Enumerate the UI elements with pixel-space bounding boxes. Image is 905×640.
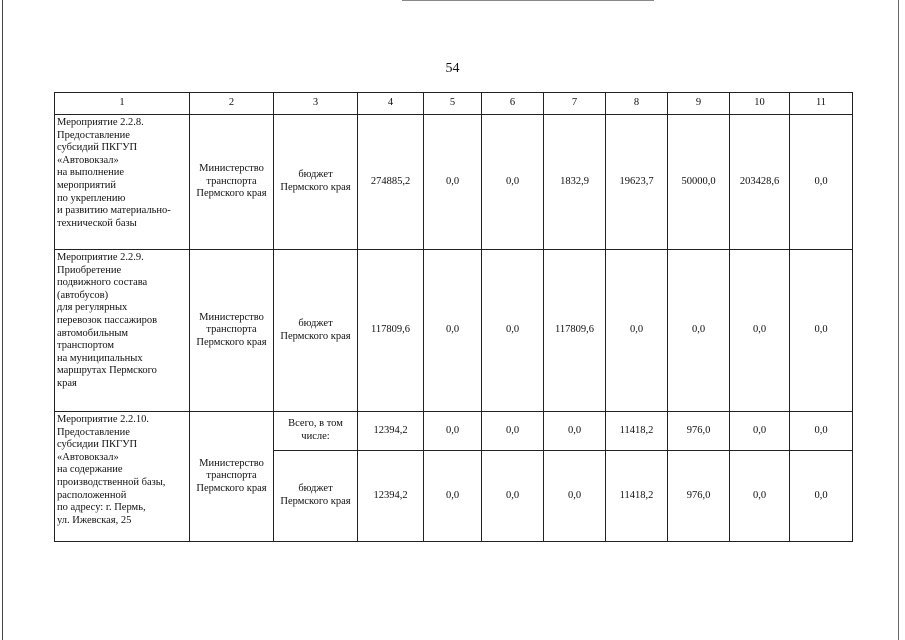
value-cell: 0,0	[790, 250, 853, 412]
column-header: 6	[482, 93, 544, 115]
column-header: 7	[544, 93, 606, 115]
value-cell: 0,0	[424, 412, 482, 451]
executor-cell: Министерство транспорта Пермского края	[190, 250, 274, 412]
column-header: 3	[274, 93, 358, 115]
measure-name: Мероприятие 2.2.10. Предоставление субсидии ПКГУП «Автовокзал» на содержание производственной базы, расположенной по адресу: г. Пермь, ул. Ижевская, 25	[55, 412, 190, 542]
value-cell: 11418,2	[606, 412, 668, 451]
value-cell: 976,0	[668, 412, 730, 451]
value-cell: 0,0	[668, 250, 730, 412]
column-header: 11	[790, 93, 853, 115]
column-header: 10	[730, 93, 790, 115]
value-cell: 0,0	[482, 412, 544, 451]
value-cell: 0,0	[730, 250, 790, 412]
column-header: 5	[424, 93, 482, 115]
value-cell: 19623,7	[606, 115, 668, 250]
value-cell: 976,0	[668, 451, 730, 542]
value-cell: 0,0	[482, 250, 544, 412]
table-row	[55, 412, 853, 451]
funding-source-cell: бюджет Пермского края	[274, 250, 358, 412]
value-cell: 0,0	[424, 451, 482, 542]
value-cell: 0,0	[424, 115, 482, 250]
header-row	[55, 93, 853, 115]
column-header: 4	[358, 93, 424, 115]
funding-source-cell: бюджет Пермского края	[274, 451, 358, 542]
value-cell: 0,0	[730, 412, 790, 451]
column-header: 2	[190, 93, 274, 115]
value-cell: 0,0	[544, 412, 606, 451]
measure-name: Мероприятие 2.2.8. Предоставление субсидий ПКГУП «Автовокзал» на выполнение мероприятий по укреплению и развитию материально- технической базы	[55, 115, 190, 250]
value-cell: 0,0	[790, 115, 853, 250]
column-header: 1	[55, 93, 190, 115]
value-cell: 1832,9	[544, 115, 606, 250]
funding-source-cell: Всего, в том числе:	[274, 412, 358, 451]
value-cell: 0,0	[606, 250, 668, 412]
funding-source-cell: бюджет Пермского края	[274, 115, 358, 250]
value-cell: 0,0	[544, 451, 606, 542]
page-number: 54	[445, 61, 460, 76]
column-header: 8	[606, 93, 668, 115]
executor-cell: Министерство транспорта Пермского края	[190, 412, 274, 542]
value-cell: 203428,6	[730, 115, 790, 250]
measure-name: Мероприятие 2.2.9. Приобретение подвижного состава (автобусов) для регулярных перевозок пассажиров автомобильным транспортом на муниципальных маршрутах Пермского края	[55, 250, 190, 412]
value-cell: 0,0	[730, 451, 790, 542]
table-row	[55, 250, 853, 412]
value-cell: 0,0	[482, 115, 544, 250]
scan-edge-right	[898, 0, 899, 640]
value-cell: 117809,6	[358, 250, 424, 412]
value-cell: 0,0	[424, 250, 482, 412]
value-cell: 0,0	[790, 451, 853, 542]
value-cell: 117809,6	[544, 250, 606, 412]
budget-table	[54, 92, 853, 542]
column-header: 9	[668, 93, 730, 115]
scan-edge-left	[2, 0, 3, 640]
value-cell: 11418,2	[606, 451, 668, 542]
value-cell: 50000,0	[668, 115, 730, 250]
value-cell: 274885,2	[358, 115, 424, 250]
value-cell: 0,0	[482, 451, 544, 542]
value-cell: 12394,2	[358, 412, 424, 451]
value-cell: 12394,2	[358, 451, 424, 542]
table-row	[55, 115, 853, 250]
value-cell: 0,0	[790, 412, 853, 451]
executor-cell: Министерство транспорта Пермского края	[190, 115, 274, 250]
scan-edge-top	[402, 0, 654, 1]
